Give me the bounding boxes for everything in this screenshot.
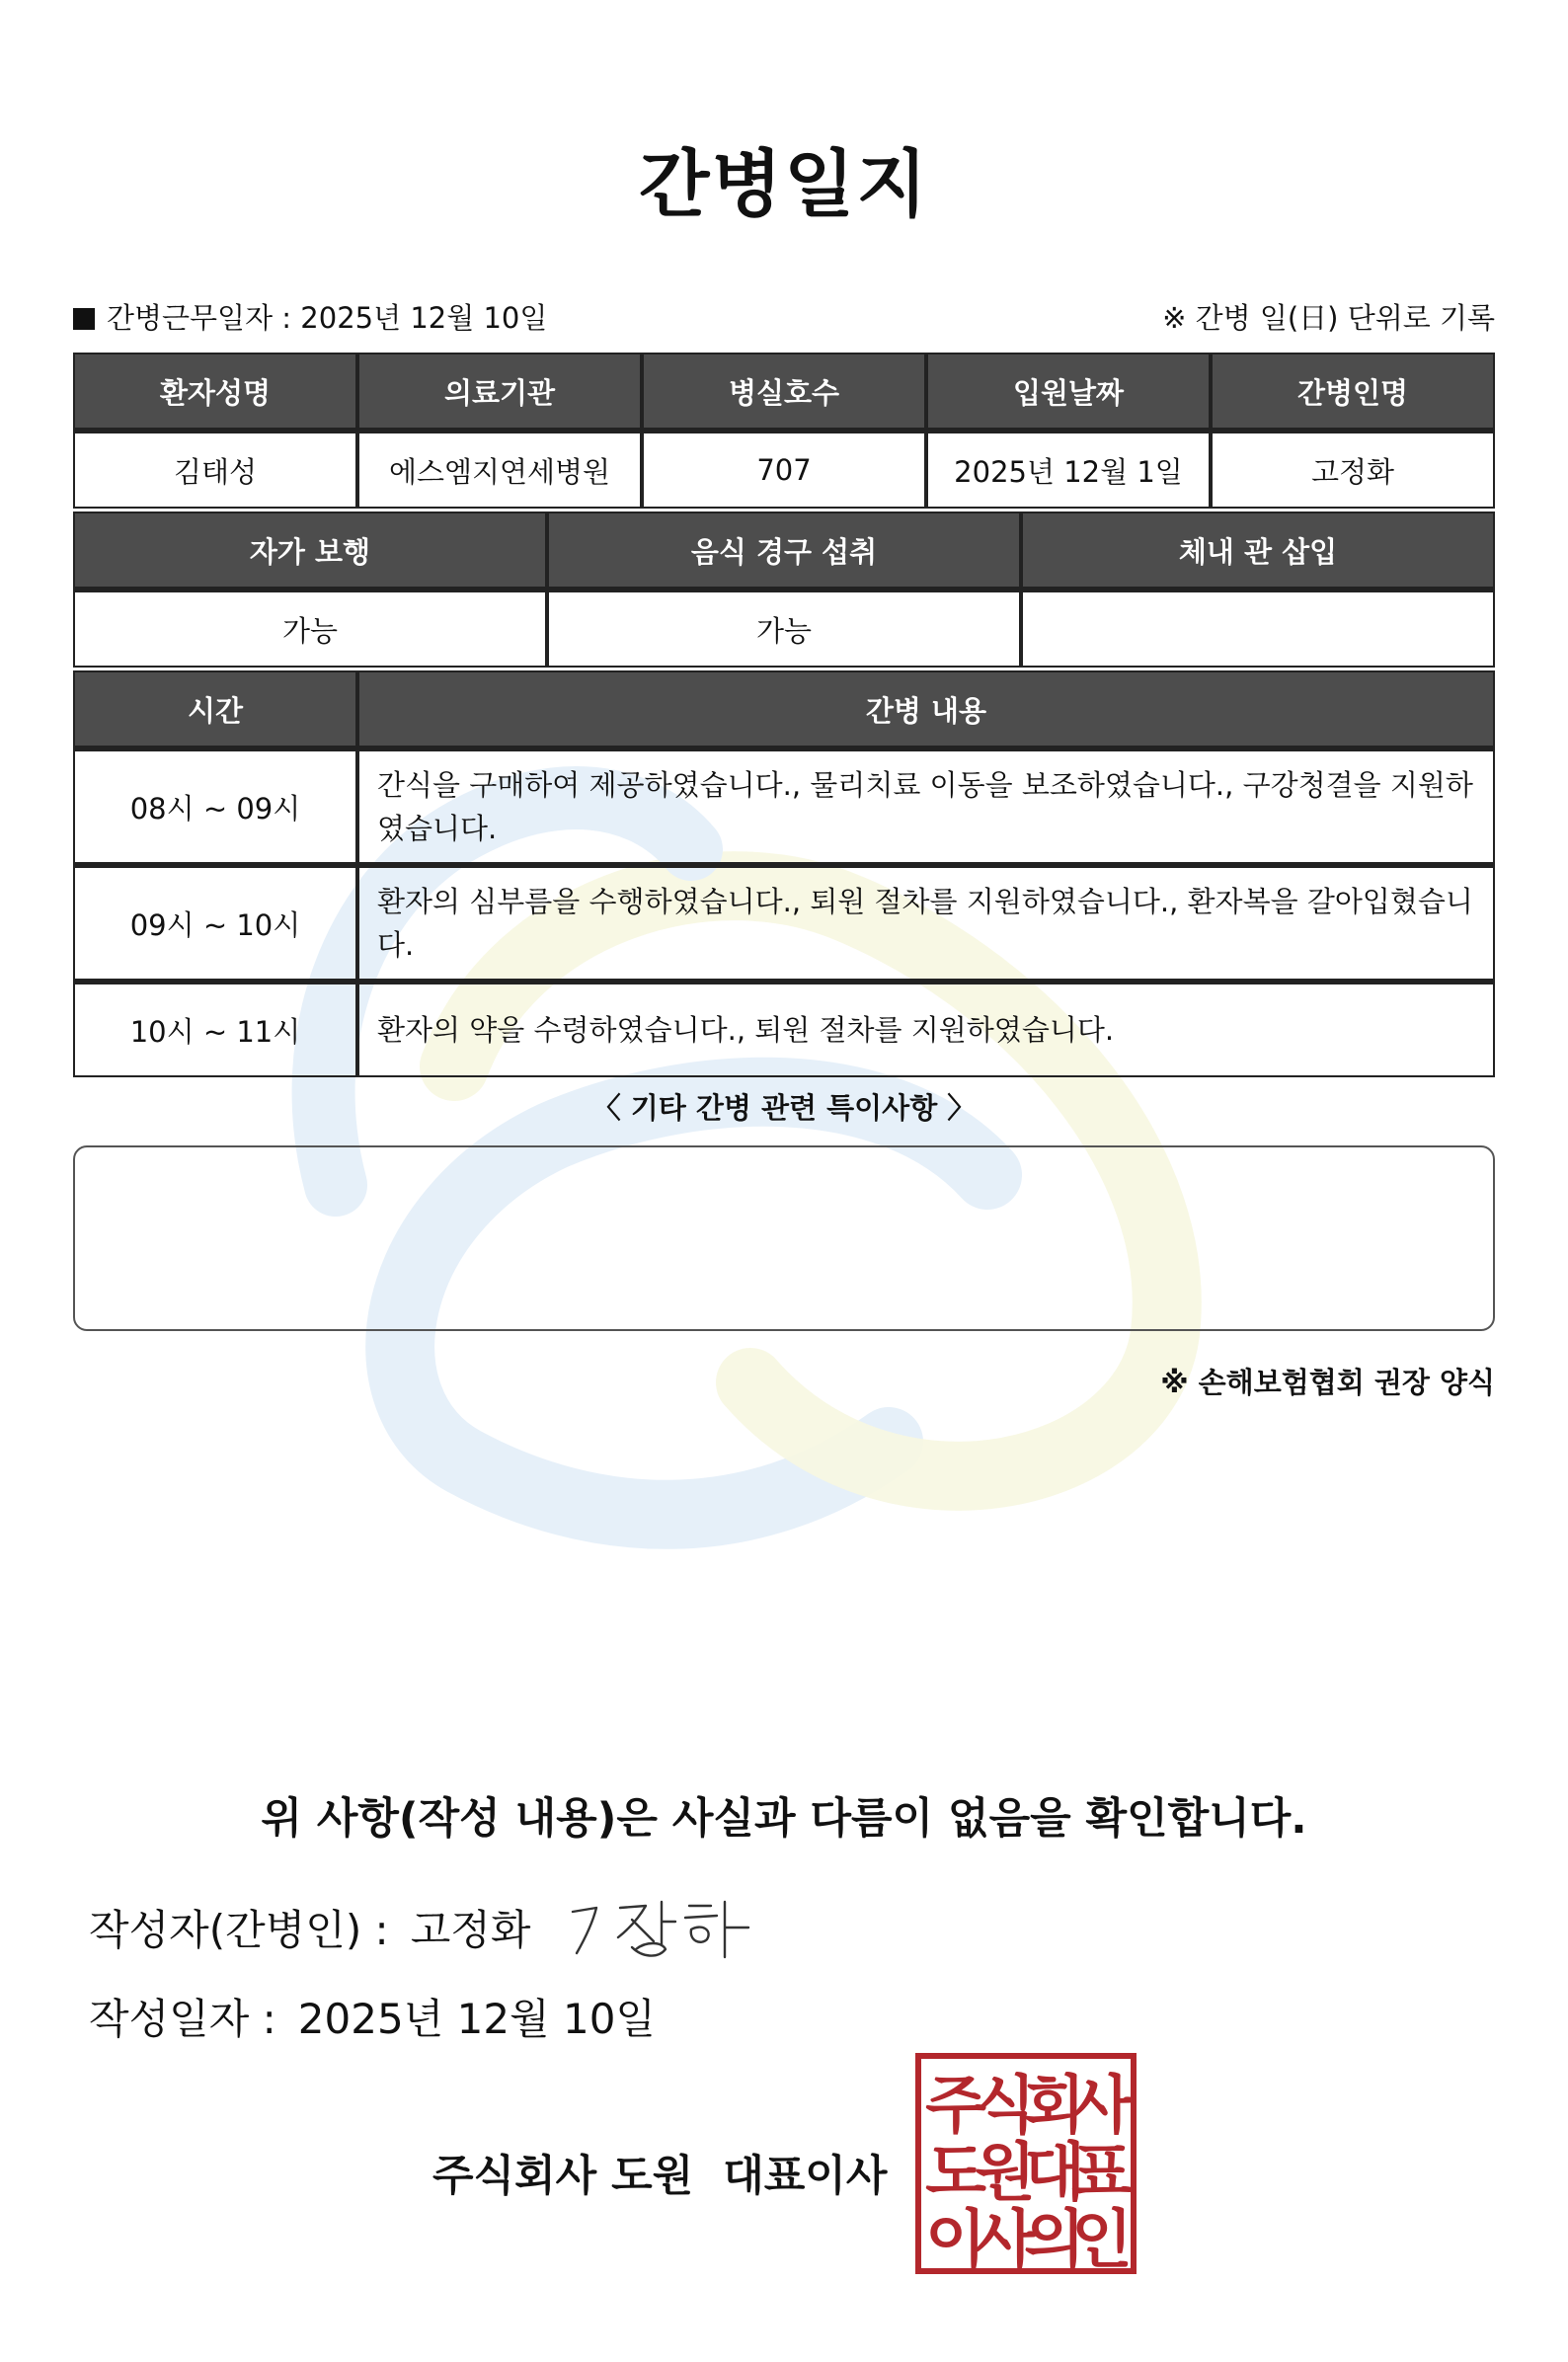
header-hospital: 의료기관: [357, 353, 642, 430]
handwritten-signature: [563, 1884, 760, 1963]
table-header-row: [73, 353, 1495, 430]
document-title: 간병일지: [639, 142, 929, 227]
svg-text:식: 식: [975, 2070, 1036, 2143]
written-date-line: [89, 1987, 656, 2046]
table-row: [73, 589, 1495, 668]
care-content: 간식을 구매하여 제공하였습니다., 물리치료 이동을 보조하였습니다., 구강청결을 지원하였습니다.: [357, 748, 1495, 864]
work-date-line: [73, 296, 547, 337]
admission-date: 2025년 12월 1일: [926, 430, 1211, 509]
oral-intake-status: 가능: [547, 589, 1021, 668]
company-line: [432, 2143, 887, 2203]
room-number: 707: [642, 430, 926, 509]
special-notes-title: 〈 기타 간병 관련 특이사항 〉: [591, 1091, 977, 1125]
writer-label: 작성자(간병인) :: [89, 1906, 389, 1954]
hospital-name: 에스엠지연세병원: [357, 430, 642, 509]
svg-text:도: 도: [925, 2137, 986, 2210]
form-note: ※ 손해보험협회 권장 양식: [1160, 1366, 1495, 1399]
care-time: 09시 ~ 10시: [73, 864, 357, 981]
table-row: [73, 748, 1495, 864]
confirmation-statement: 위 사항(작성 내용)은 사실과 다름이 없음을 확인합니다.: [261, 1794, 1307, 1844]
header-tube-insertion: 체내 관 삽입: [1021, 512, 1495, 589]
table-row: [73, 430, 1495, 509]
header-walking: 자가 보행: [73, 512, 547, 589]
care-content: 환자의 심부름을 수행하였습니다., 퇴원 절차를 지원하였습니다., 환자복을 갈아입혔습니다.: [357, 864, 1495, 981]
header-room: 병실호수: [642, 353, 926, 430]
caregiver-name: 고정화: [1211, 430, 1495, 509]
table-row: [73, 981, 1495, 1077]
walking-status: 가능: [73, 589, 547, 668]
svg-text:대: 대: [1024, 2137, 1085, 2210]
header-oral-intake: 음식 경구 섭취: [547, 512, 1021, 589]
care-time: 10시 ~ 11시: [73, 981, 357, 1077]
tube-insertion-status: [1021, 589, 1495, 668]
svg-text:원: 원: [975, 2137, 1036, 2210]
patient-status-table: [73, 512, 1495, 668]
patient-info-table: [73, 353, 1495, 509]
header-care-content: 간병 내용: [357, 670, 1495, 748]
written-date-label: 작성일자 :: [89, 1995, 276, 2043]
svg-text:이: 이: [925, 2204, 986, 2275]
svg-text:주: 주: [925, 2070, 986, 2143]
table-header-row: [73, 512, 1495, 589]
writer-line: [89, 1898, 530, 1957]
table-row: [73, 864, 1495, 981]
header-patient-name: 환자성명: [73, 353, 357, 430]
special-notes-box: [73, 1145, 1495, 1331]
care-time: 08시 ~ 09시: [73, 748, 357, 864]
header-admission-date: 입원날짜: [926, 353, 1211, 430]
svg-text:사: 사: [975, 2204, 1036, 2275]
svg-text:인: 인: [1071, 2204, 1133, 2275]
svg-text:회: 회: [1024, 2070, 1085, 2143]
written-date-value: 2025년 12월 10일: [297, 1995, 656, 2043]
table-header-row: [73, 670, 1495, 748]
svg-text:의: 의: [1024, 2204, 1085, 2275]
svg-text:표: 표: [1071, 2137, 1133, 2210]
record-note: ※ 간병 일(日) 단위로 기록: [1162, 301, 1495, 335]
company-seal: [914, 2052, 1137, 2275]
care-log-table: [73, 670, 1495, 1077]
svg-text:사: 사: [1071, 2070, 1133, 2143]
patient-name: 김태성: [73, 430, 357, 509]
company-ceo-title: 대표이사: [723, 2152, 888, 2201]
work-date-value: 2025년 12월 10일: [300, 301, 548, 335]
square-bullet-icon: [73, 308, 95, 330]
work-date-label: 간병근무일자 :: [107, 301, 292, 335]
care-content: 환자의 약을 수령하였습니다., 퇴원 절차를 지원하였습니다.: [357, 981, 1495, 1077]
header-caregiver: 간병인명: [1211, 353, 1495, 430]
company-name: 주식회사 도원: [432, 2152, 694, 2201]
header-time: 시간: [73, 670, 357, 748]
writer-name: 고정화: [410, 1906, 531, 1954]
